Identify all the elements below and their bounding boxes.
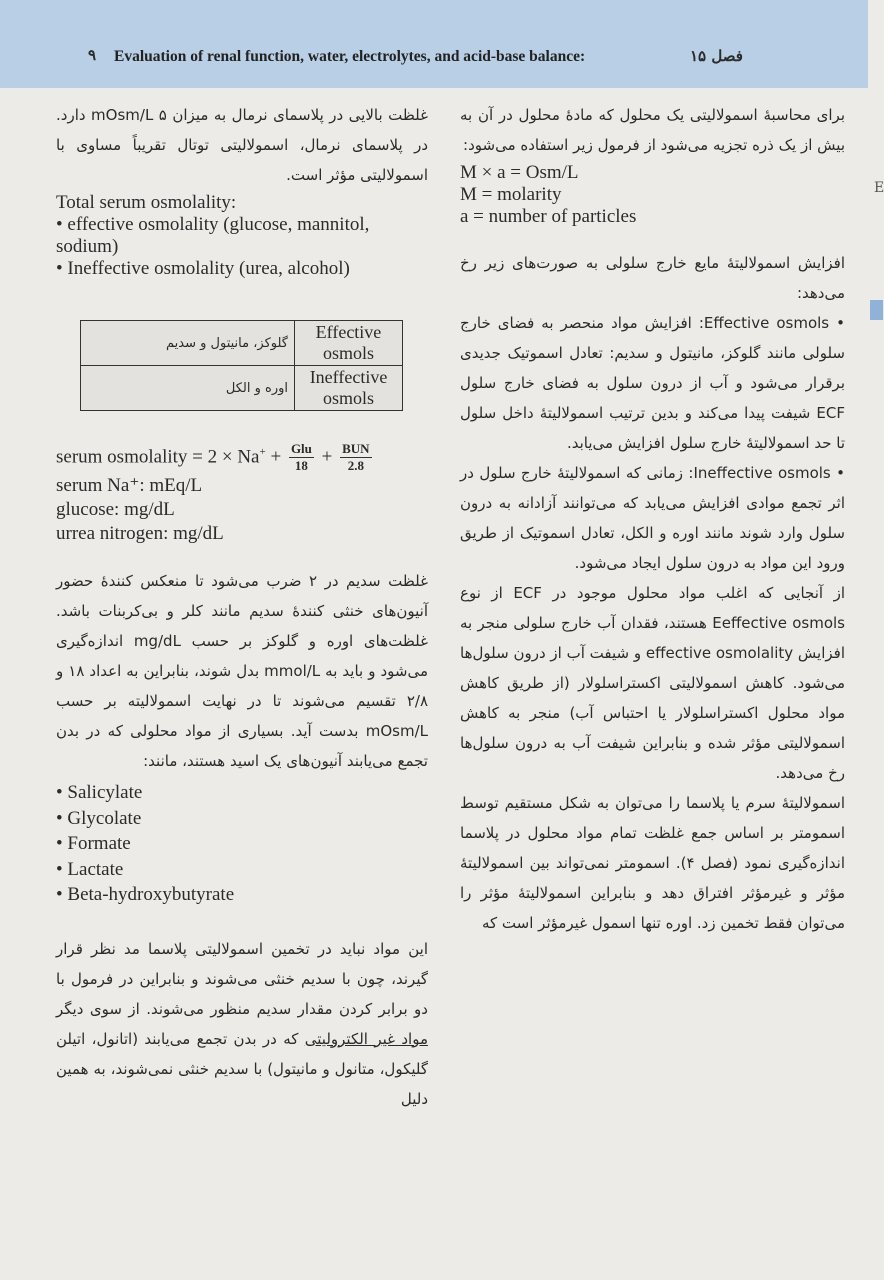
- equation-lhs: serum osmolality = 2 × Na: [56, 446, 260, 468]
- total-item-effective: • effective osmolality (glucose, mannitol, sodium): [56, 214, 428, 258]
- right-paragraph-2: افزایش اسمولالیتهٔ مایع خارج سلولی به صورت‌های زیر رخ می‌دهد:: [460, 254, 845, 302]
- left-column-top: [56, 100, 428, 280]
- left-paragraph-3: [56, 934, 428, 1114]
- table-cell-fa: گلوکز، مانیتول و سدیم: [81, 321, 295, 366]
- osmolality-equation-block: [56, 440, 428, 546]
- osmolality-equation: [56, 440, 428, 474]
- right-paragraph-1: برای محاسبهٔ اسمولالیتی یک محلول که مادهٔ محلول در آن به بیش از یک ذره تجزیه می‌شود از فرمول زیر استفاده می‌شود:: [460, 106, 845, 154]
- left-column-bottom: [56, 566, 428, 1114]
- effective-osmols-bullet: • Effective osmols: افزایش مواد منحصر به فضای خارج سلولی مانند گلوکز، مانیتول و سدیم: تعادل اسموتیک جدیدی برقرار می‌شود و آب از درون سلول به فضای خارج سلول ECF شیفت پیدا می‌کند و بدین ترتیب اسمولالیتهٔ داخل سلول تا حد اسمولالیتهٔ خارج سلول افزایش می‌یابد.: [460, 314, 845, 452]
- left-paragraph-2: غلظت سدیم در ۲ ضرب می‌شود تا منعکس کنندهٔ حضور آنیون‌های خنثی کنندهٔ سدیم مانند کلر و بی‌کربنات باشد. غلظت‌های اوره و گلوکز بر حسب mg/dL اندازه‌گیری می‌شود و باید به mmol/L بدل شوند، بنابراین به اعداد ۱۸ و ۲/۸ تقسیم می‌شوند تا در نهایت اسمولالیته بر حسب mOsm/L بدست آید. بسیاری از مواد محلولی که در بدن تجمع می‌یابند آنیون‌های یک اسید هستند، مانند:: [56, 572, 428, 770]
- chapter-number: فصل ۱۵: [690, 47, 743, 65]
- bun-denominator: 2.8: [347, 458, 364, 474]
- list-item: • Glycolate: [56, 806, 428, 832]
- glu-numerator: Glu: [290, 441, 312, 457]
- bun-numerator: BUN: [342, 441, 370, 457]
- total-list: [56, 214, 428, 280]
- ineffective-osmols-bullet: • Ineffective osmols: زمانی که اسمولالیتهٔ خارج سلول در اثر تجمع موادی افزایش می‌یابد که می‌توانند آزادانه به درون سلول وارد شوند مانند اوره و الکل، تعادل اسموتیک از طریق ورود این مواد به درون سلول ایجاد می‌شود.: [460, 464, 846, 572]
- unit-glucose: glucose: mg/dL: [56, 499, 175, 521]
- acid-anions-list: [56, 780, 428, 908]
- list-item: • Lactate: [56, 857, 428, 883]
- formula-line-1: M × a = Osm/L: [460, 162, 579, 183]
- equation-plus-1: +: [270, 446, 282, 468]
- glu-denominator: 18: [294, 458, 308, 474]
- molarity-formula: [460, 162, 845, 228]
- table-cell-en: Ineffective osmols: [295, 366, 403, 411]
- equation-plus-2: +: [321, 446, 333, 468]
- page-header: [0, 0, 868, 88]
- right-paragraph-3: از آنجایی که اغلب مواد محلول موجود در ECF از نوع Eeffective osmols هستند، فقدان آب خارج سلولی منجر به افزایش effective osmolality و شیفت آب از درون سلول‌ها می‌شود. کاهش اسمولالیتی اکسترا‌سلولار (از طریق کاهش مواد محلول اکسترا‌سلولار یا احتباس آب) منجر به کاهش اسمولالیتی مؤثر شده و بنابراین شیفت آب به درون سلول‌ها رخ می‌دهد.: [460, 584, 846, 782]
- formula-line-2: M = molarity: [460, 184, 562, 205]
- formula-line-3: a = number of particles: [460, 206, 637, 227]
- equation-sup: +: [259, 446, 266, 458]
- total-label: Total serum osmolality:: [56, 192, 237, 213]
- p3-tail: که در بدن تجمع می‌یابند (اتانول، اتیلن گلیکول، متانول و مانیتول) با سدیم خنثی نمی‌شوند، به همین دلیل: [56, 1029, 428, 1108]
- table-row: [81, 321, 403, 366]
- table-row: [81, 366, 403, 411]
- total-item-ineffective: • Ineffective osmolality (urea, alcohol): [56, 258, 428, 280]
- list-item: • Salicylate: [56, 780, 428, 806]
- table-cell-fa: اوره و الکل: [81, 366, 295, 411]
- right-column: [460, 100, 845, 938]
- edge-letter: E: [874, 180, 884, 196]
- bun-fraction: [340, 441, 371, 474]
- p3-head: این مواد نباید در تخمین اسمولالیتی پلاسما مد نظر قرار گیرند، چون با سدیم خنثی می‌شوند و بنابراین در فرمول با دو برابر کردن مقدار سدیم منظور می‌شوند. از سوی دیگر: [56, 939, 428, 1018]
- non-electrolyte-term: مواد غیر الکترولیتی: [304, 1029, 428, 1048]
- header-title-text: Evaluation of renal function, water, electrolytes, and acid-base balance:: [114, 48, 586, 65]
- unit-sodium: serum Na⁺: mEq/L: [56, 475, 203, 497]
- list-item: • Formate: [56, 831, 428, 857]
- list-item: • Beta-hydroxybutyrate: [56, 882, 428, 908]
- chapter-title: [92, 48, 732, 66]
- table-cell-en: Effective osmols: [295, 321, 403, 366]
- total-serum-osmolality: [56, 192, 428, 280]
- right-paragraph-4: اسمولالیتهٔ سرم یا پلاسما را می‌توان به شکل مستقیم توسط اسمومتر بر اساس جمع غلظت تمام مواد محلول در پلاسما اندازه‌گیری نمود (فصل ۴). اسمومتر نمی‌تواند بین اسمولالیتهٔ مؤثر و غیرمؤثر افتراق دهد و بنابراین اسمولالیتهٔ مؤثر را می‌توان فقط تخمین زد. اوره تنها اسمول غیرمؤثر است که: [460, 794, 846, 932]
- osmols-table: [80, 320, 403, 411]
- left-paragraph-1: غلظت بالایی در پلاسمای نرمال به میزان mOsm/L ۵ دارد. در پلاسمای نرمال، اسمولالیتی توتال تقریباً مساوی با اسمولالیتی مؤثر است.: [56, 106, 428, 184]
- edge-tab: [870, 300, 883, 320]
- unit-urea: urrea nitrogen: mg/dL: [56, 523, 224, 545]
- glucose-fraction: [289, 441, 314, 474]
- page-number: ۹: [88, 46, 97, 64]
